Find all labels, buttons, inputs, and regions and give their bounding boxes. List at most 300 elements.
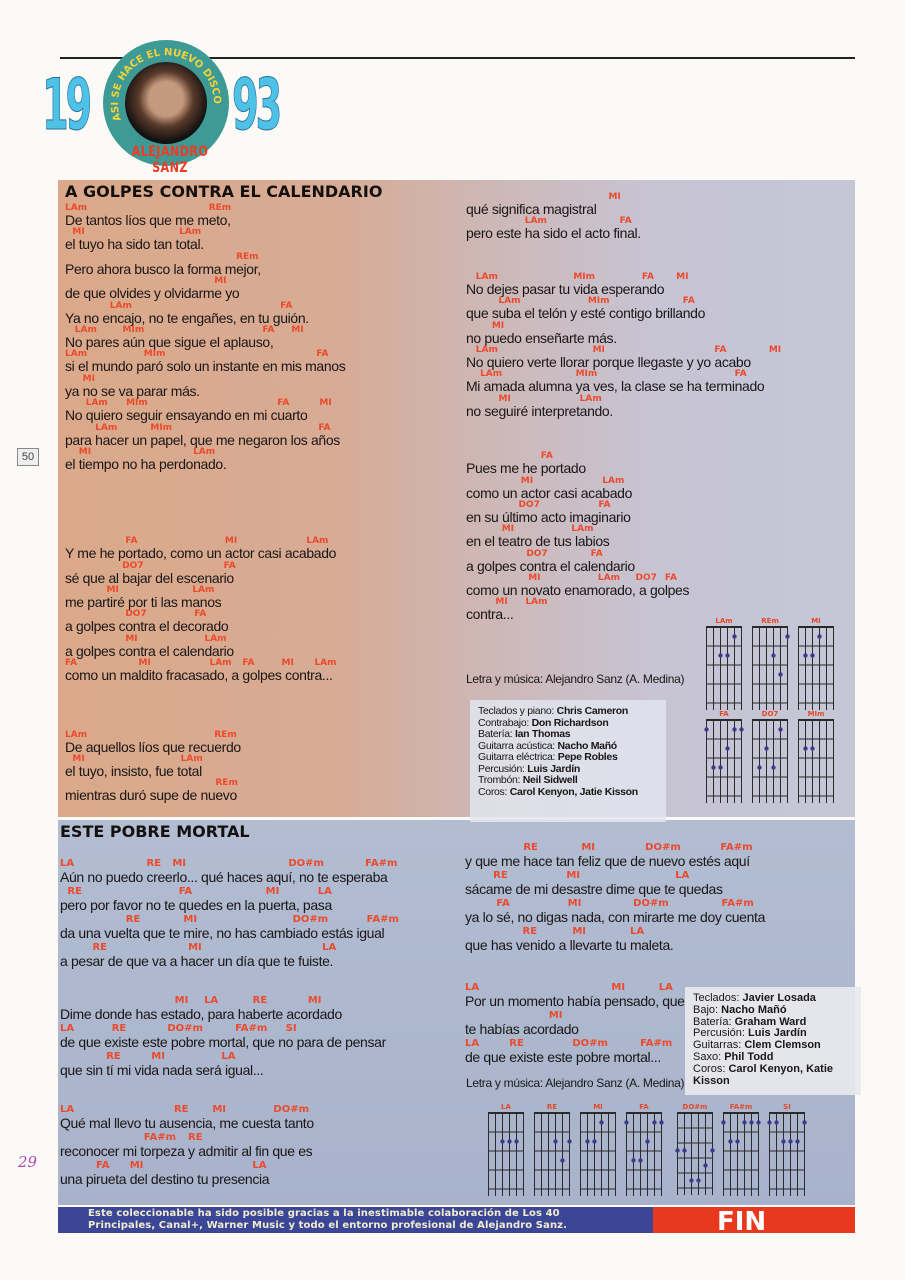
lyric-line [65, 448, 345, 472]
lyric-text: el tuyo, insisto, fue total [65, 763, 202, 780]
chord-row [466, 344, 782, 355]
lyric-text: reconocer mi torpeza y admitir al fin que es [60, 1143, 313, 1159]
chord-row [60, 995, 387, 1006]
chord-label: MI [151, 1051, 165, 1062]
lyric-text: que has venido a llevarte tu maleta. [465, 937, 674, 953]
chord-label: DO7 [526, 548, 548, 559]
chord-row [466, 574, 764, 583]
chord-label: LA [322, 942, 337, 953]
chord-label: RE [125, 914, 141, 925]
lyric-text: No pares aún que sigue el aplauso, [65, 333, 274, 350]
chord-diagram-label: FA#m [729, 1103, 753, 1111]
chord-row [466, 598, 764, 607]
chord-label: MI [281, 658, 294, 669]
chord-label: LAm [306, 536, 329, 547]
chord-label: LAm [524, 216, 547, 227]
lyric-text: ya no se va parar más. [65, 382, 200, 399]
chord-row [466, 193, 764, 202]
lyric-line [65, 204, 345, 228]
chord-row [60, 1132, 387, 1143]
chord-label: FA [65, 658, 78, 669]
chord-row [65, 424, 345, 433]
finger-dot [696, 1178, 700, 1182]
chord-row [65, 779, 345, 788]
lyric-line [60, 942, 387, 970]
chord-label: DO7 [518, 499, 540, 510]
musician-role: Guitarra acústica: [478, 739, 558, 752]
chord-label: LAm [480, 369, 503, 380]
musician-role: Teclados y piano: [478, 705, 557, 717]
chord-row [466, 452, 764, 461]
fretboard [532, 1112, 572, 1196]
end-banner: FIN [653, 1207, 855, 1233]
lyric-line [65, 399, 345, 423]
chord-row [466, 273, 764, 282]
chord-label: DO#m [273, 1104, 310, 1115]
chord-row [65, 610, 345, 619]
musician-role: Coros: [693, 1062, 729, 1075]
lyric-line [465, 898, 765, 926]
chord-row [65, 375, 345, 384]
fretboard [704, 626, 744, 710]
chord-row [466, 501, 764, 510]
chord-label: MI [567, 898, 582, 909]
finger-dot [631, 1158, 635, 1162]
lyric-line [65, 755, 345, 779]
musician-role: Coros: [478, 785, 510, 798]
lyric-text: No quiero verte llorar porque llegaste y yo acabo [466, 353, 751, 370]
musician-role: Saxo: [693, 1050, 725, 1063]
lyric-text: no seguiré interpretando. [466, 402, 613, 419]
fretboard [486, 1112, 526, 1196]
chord-label: REm [236, 251, 259, 262]
lyric-text: da una vuelta que te mire, no has cambiado estás igual [60, 925, 385, 941]
finger-dot [725, 653, 729, 657]
chord-label: LA [658, 982, 673, 993]
chord-row [60, 942, 387, 953]
chord-diagram [796, 617, 836, 715]
chord-row [65, 399, 345, 408]
chord-diagram [624, 1103, 664, 1201]
chord-diagram-label: DO#m [682, 1103, 708, 1111]
chord-label: MI [520, 475, 534, 486]
chord-diagram [721, 1103, 761, 1201]
chord-label: MI [291, 324, 304, 335]
chord-label: LAm [602, 475, 625, 486]
chord-diagram [750, 710, 790, 808]
lyric-line [65, 277, 345, 301]
chord-diagram-label: LAm [715, 617, 733, 625]
chord-label: RE [67, 886, 82, 897]
finger-dot [711, 765, 715, 769]
chord-label: MI [566, 870, 581, 881]
chord-label: RE [173, 1104, 189, 1115]
chord-label: MI [768, 344, 782, 355]
footer-line-1: Este coleccionable ha sido posible gracias a la inestimable colaboración de Los 40 [88, 1208, 560, 1219]
chord-label: RE [252, 995, 268, 1006]
finger-dot [810, 746, 814, 750]
lyric-text: Pues me he portado [466, 460, 586, 477]
chord-label: MI [548, 1010, 563, 1021]
chord-label: MI [72, 227, 85, 238]
chord-label: RE [509, 1038, 524, 1049]
chord-row [60, 1051, 387, 1062]
lyric-text: sé que al bajar del escenario [65, 569, 234, 586]
song2-credit: Letra y música: Alejandro Sanz (A. Medina) [466, 1076, 685, 1090]
chord-diagram-label: MI [811, 617, 821, 625]
chord-label: LA [60, 1023, 75, 1034]
musician-name: Don Richardson [531, 716, 609, 729]
lyric-text: a pesar de que va a hacer un día que te fuiste. [60, 953, 334, 969]
lyric-text: ya lo sé, no digas nada, con mirarte me doy cuenta [465, 909, 766, 925]
stanza [465, 842, 765, 954]
lyric-line [60, 1051, 387, 1079]
lyric-line [466, 525, 764, 549]
chord-label: FA [734, 369, 747, 380]
lyric-line [65, 562, 345, 586]
lyric-line [466, 501, 764, 525]
lyric-text: Y me he portado, como un actor casi acabado [65, 545, 337, 562]
chord-label: FA [714, 344, 727, 355]
chord-row [465, 898, 765, 909]
chord-diagram [704, 617, 744, 715]
lyric-text: Aún no puedo creerlo... qué haces aquí, no te esperaba [60, 869, 388, 885]
finger-dot [725, 746, 729, 750]
chord-label: RE [106, 1051, 121, 1062]
chord-label: LAm [85, 398, 108, 409]
chord-row [65, 302, 345, 311]
musician-role: Teclados: [693, 992, 743, 1004]
chord-label: FA [540, 451, 553, 462]
chord-label: DO#m [167, 1023, 203, 1034]
chord-label: FA#m [366, 914, 399, 925]
lyric-line [60, 995, 387, 1023]
chord-row [65, 586, 345, 595]
musician-name: Nacho Mañó [557, 739, 617, 752]
chord-row [466, 477, 764, 486]
chord-label: FA [496, 898, 510, 909]
lyric-line [65, 731, 345, 755]
lyric-text: Por un momento había pensado, que [465, 993, 685, 1009]
chord-diagram-label: FA [639, 1103, 649, 1111]
lyric-text: Pero ahora busco la forma mejor, [65, 260, 261, 277]
finger-dot [507, 1139, 511, 1143]
chord-label: MI [106, 585, 119, 596]
lyric-line [465, 926, 765, 954]
lyric-text: te habías acordado [465, 1021, 579, 1037]
finger-dot [810, 653, 814, 657]
stanza [65, 204, 345, 472]
finger-dot [624, 1120, 628, 1124]
finger-dot [567, 1139, 571, 1143]
lyric-line [65, 326, 345, 350]
lyric-line [60, 886, 387, 914]
chord-row [65, 253, 345, 262]
chord-label: LA [317, 886, 332, 897]
finger-dot [718, 765, 722, 769]
musician-name: Phil Todd [724, 1050, 774, 1063]
song1-musicians [470, 700, 666, 822]
stanza [60, 858, 399, 970]
chord-label: RE [146, 858, 162, 869]
chord-label: LAm [179, 227, 202, 238]
lyric-line [466, 550, 764, 574]
musician-name: Pepe Robles [557, 751, 618, 763]
chord-label: FA [223, 560, 236, 571]
finger-dot [732, 634, 736, 638]
chord-row [65, 350, 345, 359]
lyric-line [65, 228, 345, 252]
chord-diagram-label: RE [546, 1103, 558, 1111]
chord-label: RE [188, 1132, 203, 1143]
chord-row [466, 370, 764, 379]
chord-label: FA#m [721, 898, 754, 909]
lyric-line [65, 586, 345, 610]
lyric-text: en su último acto imaginario [466, 508, 631, 525]
lyric-text: de que existe este pobre mortal... [465, 1049, 661, 1065]
chord-row [60, 1104, 387, 1115]
chord-label: LAm [204, 633, 227, 644]
finger-dot [721, 1120, 725, 1124]
musician-role: Batería: [478, 728, 515, 740]
lyric-line [466, 395, 764, 419]
chord-label: MIm [587, 296, 610, 307]
finger-dot [718, 653, 722, 657]
lyric-text: sácame de mi desastre dime que te quedas [465, 881, 723, 897]
musician-name: Luis Jardín [527, 762, 580, 775]
chord-label: MIm [575, 369, 598, 380]
chord-label: DO7 [122, 560, 144, 571]
stanza [60, 995, 387, 1079]
chord-row [65, 204, 345, 213]
chord-label: MI [125, 633, 138, 644]
chord-diagram-label: LA [501, 1103, 511, 1111]
finger-dot [514, 1139, 518, 1143]
chord-diagram [578, 1103, 618, 1201]
chord-label: LA [465, 982, 480, 993]
chord-row [65, 326, 345, 335]
chord-label: LAm [597, 573, 620, 584]
lyric-text: el tiempo no ha perdonado. [65, 455, 227, 472]
lyric-text: Mi amada alumna ya ves, la clase se ha terminado [466, 378, 765, 395]
musician-role: Guitarras: [693, 1039, 745, 1052]
musician-name: Graham Ward [734, 1015, 807, 1028]
chord-label: MIm [122, 324, 145, 335]
chord-label: MI [265, 886, 280, 897]
lyric-line [65, 635, 345, 659]
chord-label: DO#m [633, 898, 669, 909]
chord-label: MI [174, 995, 189, 1006]
year-left: 19 [42, 64, 89, 146]
lyric-line [466, 477, 764, 501]
finger-dot [735, 1139, 739, 1143]
fretboard [767, 1112, 807, 1196]
chord-label: DO#m [288, 858, 324, 869]
finger-dot [638, 1158, 642, 1162]
chord-row [465, 842, 765, 853]
musician-row [478, 787, 658, 799]
musician-name: Carol Kenyon, Katie Kisson [693, 1062, 833, 1087]
lyric-text: De aquellos líos que recuerdo [65, 738, 241, 755]
chord-label: MI [307, 995, 322, 1006]
chord-label: LA [252, 1160, 267, 1171]
lyric-line [65, 302, 345, 326]
chord-diagram [796, 710, 836, 808]
chord-label: FA [682, 296, 695, 307]
chord-label: FA#m [720, 842, 753, 853]
finger-dot [728, 1139, 732, 1143]
chord-diagram-label: MIm [807, 710, 825, 718]
page-number: 50 [17, 448, 39, 466]
lyric-text: como un actor casi acabado [466, 484, 633, 501]
year-right: 93 [232, 64, 279, 146]
chord-row [60, 858, 398, 869]
chord-label: MI [183, 914, 198, 925]
chord-label: MI [608, 192, 621, 202]
lyric-line [466, 322, 764, 346]
chord-row [465, 926, 765, 937]
chord-label: MIm [143, 349, 166, 360]
chord-label: MIm [573, 271, 595, 282]
chord-label: LAm [65, 349, 88, 360]
chord-label: LAm [193, 446, 216, 457]
chord-diagram [750, 617, 790, 715]
lyric-line [465, 842, 765, 870]
chord-label: FA [125, 536, 138, 547]
finger-dot [774, 1120, 778, 1124]
lyric-text: No dejes pasar tu vida esperando [466, 280, 665, 297]
chord-label: FA [178, 886, 193, 897]
lyric-line [466, 344, 782, 370]
chord-row [65, 277, 345, 286]
chord-label: DO#m [572, 1038, 608, 1049]
chord-label: MIm [126, 398, 148, 409]
musician-name: Neil Sidwell [522, 774, 578, 786]
lyric-line [65, 659, 345, 683]
chord-diagram [704, 710, 744, 808]
chord-label: LAm [314, 658, 337, 669]
finger-dot [742, 1120, 746, 1124]
chord-label: MI [572, 926, 586, 937]
chord-label: FA [590, 548, 603, 559]
lyric-text: Qué mal llevo tu ausencia, me cuesta tanto [60, 1115, 314, 1131]
finger-dot [585, 1139, 589, 1143]
chord-label: FA#m [365, 858, 398, 869]
chord-diagram-label: SI [783, 1103, 791, 1111]
finger-dot [645, 1139, 649, 1143]
finger-dot [675, 1148, 679, 1152]
song1-lyrics-left [65, 204, 345, 804]
lyric-text: para hacer un papel, que me negaron los años [65, 431, 340, 448]
footer-acknowledgement [58, 1207, 653, 1233]
musician-role: Batería: [693, 1015, 735, 1028]
stanza [60, 1104, 387, 1188]
lyric-text: una pirueta del destino tu presencia [60, 1171, 270, 1187]
chord-row [60, 914, 399, 925]
chord-row [60, 1023, 387, 1034]
chord-label: MI [611, 982, 626, 993]
lyric-text: el tuyo ha sido tan total. [65, 236, 204, 253]
chord-label: FA [96, 1160, 110, 1171]
musician-role: Guitarra eléctrica: [478, 751, 558, 763]
lyric-text: me partiré por ti las manos [65, 594, 222, 611]
finger-dot [756, 1120, 760, 1124]
chord-label: FA [242, 658, 255, 669]
chord-row [65, 755, 345, 764]
finger-dot [778, 672, 782, 676]
chord-row [65, 537, 345, 546]
finger-dot [781, 1139, 785, 1143]
musician-name: Luis Jardín [748, 1027, 807, 1040]
musician-role: Trombón: [478, 774, 523, 786]
fretboard [578, 1112, 618, 1196]
musician-name: Javier Losada [742, 992, 816, 1004]
song2-lyrics-left [60, 858, 399, 1188]
chord-label: MI [501, 524, 514, 535]
chord-label: RE [111, 1023, 127, 1034]
chord-label: LA [60, 1104, 75, 1115]
chord-label: REm [215, 778, 238, 789]
finger-dot [802, 1120, 806, 1124]
lyric-text: que suba el telón y esté contigo brillando [466, 305, 706, 322]
chord-label: MI [129, 1160, 144, 1171]
finger-dot [739, 727, 743, 731]
chord-row [65, 659, 345, 668]
chord-label: MI [495, 597, 508, 608]
chord-label: MI [224, 536, 238, 547]
finger-dot [659, 1120, 663, 1124]
lyric-text: en el teatro de tus labios [466, 533, 610, 550]
lyric-text: pero este ha sido el acto final. [466, 225, 641, 242]
chord-label: FA [262, 324, 275, 335]
chord-label: MI [172, 858, 187, 869]
musician-name: Carol Kenyon, Jatie Kisson [509, 785, 638, 798]
fretboard [624, 1112, 664, 1196]
finger-dot [803, 746, 807, 750]
chord-diagram-label: FA [719, 710, 729, 718]
series-logo [40, 40, 280, 176]
chord-label: LA [60, 858, 75, 869]
lyric-line [65, 375, 345, 399]
footer-line-2: Principales, Canal+, Warner Music y todo el entorno profesional de Alejandro Sanz. [88, 1220, 568, 1231]
lyric-text: de que existe este pobre mortal, que no para de pensar [60, 1034, 386, 1050]
chord-label: MI [528, 573, 541, 584]
lyric-line [60, 1023, 387, 1051]
finger-dot [652, 1120, 656, 1124]
lyric-line [60, 914, 399, 942]
chord-label: SI [285, 1023, 297, 1034]
lyric-text: mientras duró supe de nuevo [65, 787, 237, 804]
chord-row [60, 1160, 387, 1171]
lyric-line [466, 297, 764, 321]
chord-label: MI [319, 398, 332, 409]
musician-role: Contrabajo: [478, 716, 532, 729]
finger-dot [771, 653, 775, 657]
chord-label: LAm [209, 658, 232, 669]
chord-label: FA [316, 349, 329, 360]
chord-label: LAm [475, 271, 498, 282]
chord-label: LA [204, 995, 219, 1006]
lyric-text: No quiero seguir ensayando en mi cuarto [65, 407, 308, 424]
lyric-text: como un maldito fracasado, a golpes contra... [65, 667, 333, 684]
musician-name: Nacho Mañó [721, 1003, 787, 1016]
lyric-text: no puedo enseñarte más. [466, 329, 617, 346]
svg-text:ASI SE HACE EL NUEVO DISCO: ASI SE HACE EL NUEVO DISCO [109, 47, 223, 123]
lyric-line [466, 273, 764, 297]
chord-label: MI [138, 658, 151, 669]
chord-label: DO7 [125, 609, 147, 620]
chord-label: FA [318, 422, 331, 433]
